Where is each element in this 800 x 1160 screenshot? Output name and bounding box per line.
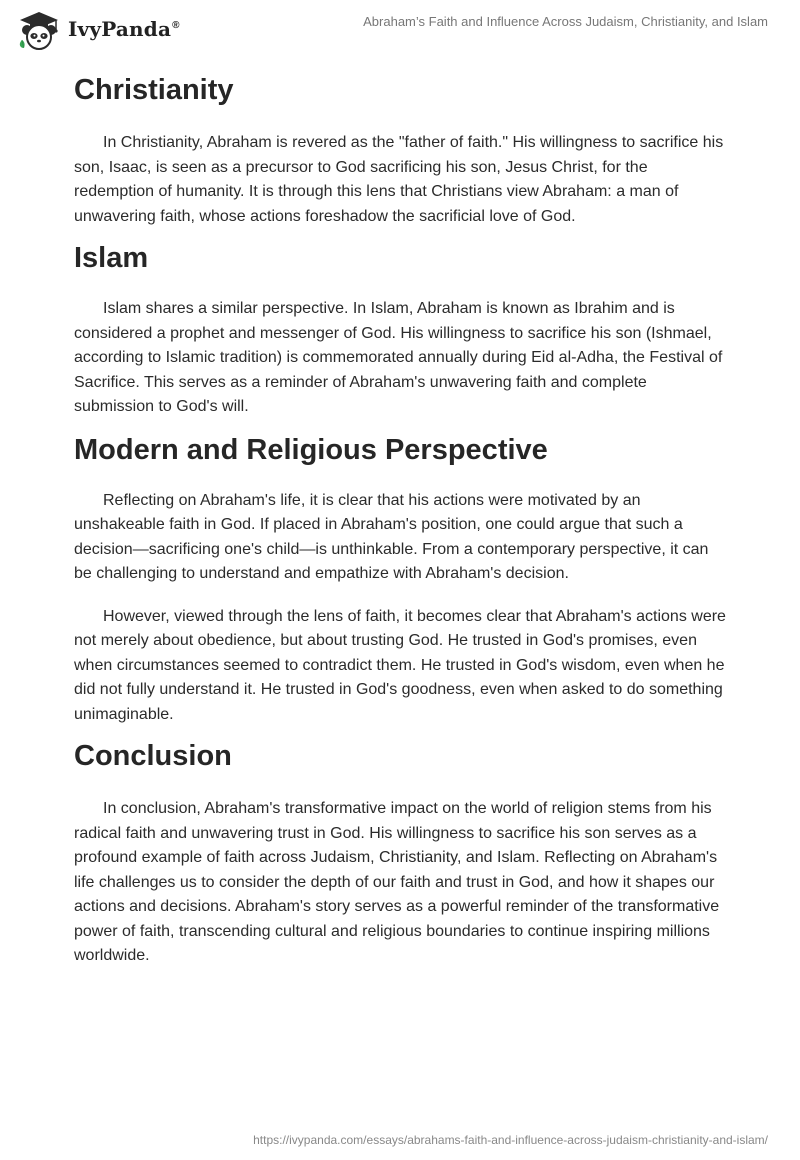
paragraph-islam: Islam shares a similar perspective. In Islam, Abraham is known as Ibrahim and is considered a prophet and messenger of God. His willingness to sacrifice his son (Ishmael, according to Islamic tradition) is commemorated annually during Eid al-Adha, the Festival of Sacrifice. This serves as a reminder of Abraham's unwavering faith and complete submission to God's will.	[74, 300, 723, 415]
brand-name	[68, 17, 180, 41]
ivypanda-logo[interactable]	[16, 8, 180, 52]
section-heading-modern-perspective: Modern and Religious Perspective	[74, 433, 548, 466]
paragraph-modern-perspective-2: However, viewed through the lens of faith, it becomes clear that Abraham's actions were not merely about obedience, but about trusting God. He trusted in God's promises, even when circumstances seemed to contradict them. He trusted in God's wisdom, even when he did not fully understand it. He trusted in God's goodness, even when asked to do something unimaginable.	[74, 607, 726, 723]
essay-body	[74, 68, 730, 969]
paragraph-conclusion: In conclusion, Abraham's transformative impact on the world of religion stems from his radical faith and unwavering trust in God. His willingness to sacrifice his son serves as a profound example of faith across Judaism, Christianity, and Islam. Reflecting on Abraham's life challenges us to consider the depth of our faith and trust in God, and how it shapes our actions and decisions. Abraham's story serves as a powerful reminder of the transformative power of faith, transcending cultural and religious boundaries to continue inspiring millions worldwide.	[74, 800, 720, 964]
paragraph-christianity: In Christianity, Abraham is revered as the "father of faith." His willingness to sacrifice his son, Isaac, is seen as a precursor to God sacrificing his son, Jesus Christ, for the redemption of humanity. It is through this lens that Christians view Abraham: a man of unwavering faith, whose actions foreshadow the sacrificial love of God.	[74, 134, 724, 225]
section-heading-conclusion: Conclusion	[74, 740, 232, 772]
registered-mark: ®	[172, 20, 180, 32]
paragraph-modern-perspective-1: Reflecting on Abraham's life, it is clear that his actions were motivated by an unshakeable faith in God. If placed in Abraham's position, one could argue that such a decision—sacrificing one's child—is unthinkable. From a contemporary perspective, it can be challenging to understand and empathize with Abraham's decision.	[74, 491, 709, 582]
panda-graduate-icon	[16, 10, 62, 50]
page-header	[0, 0, 800, 62]
source-url-link[interactable]: https://ivypanda.com/essays/abrahams-faith-and-influence-across-judaism-christianity-and-islam/	[253, 1133, 768, 1147]
brand-name-text: IvyPanda	[68, 17, 172, 41]
section-heading-christianity: Christianity	[74, 74, 234, 106]
section-heading-islam: Islam	[74, 242, 149, 274]
running-title: Abraham’s Faith and Influence Across Judaism, Christianity, and Islam	[363, 14, 768, 29]
